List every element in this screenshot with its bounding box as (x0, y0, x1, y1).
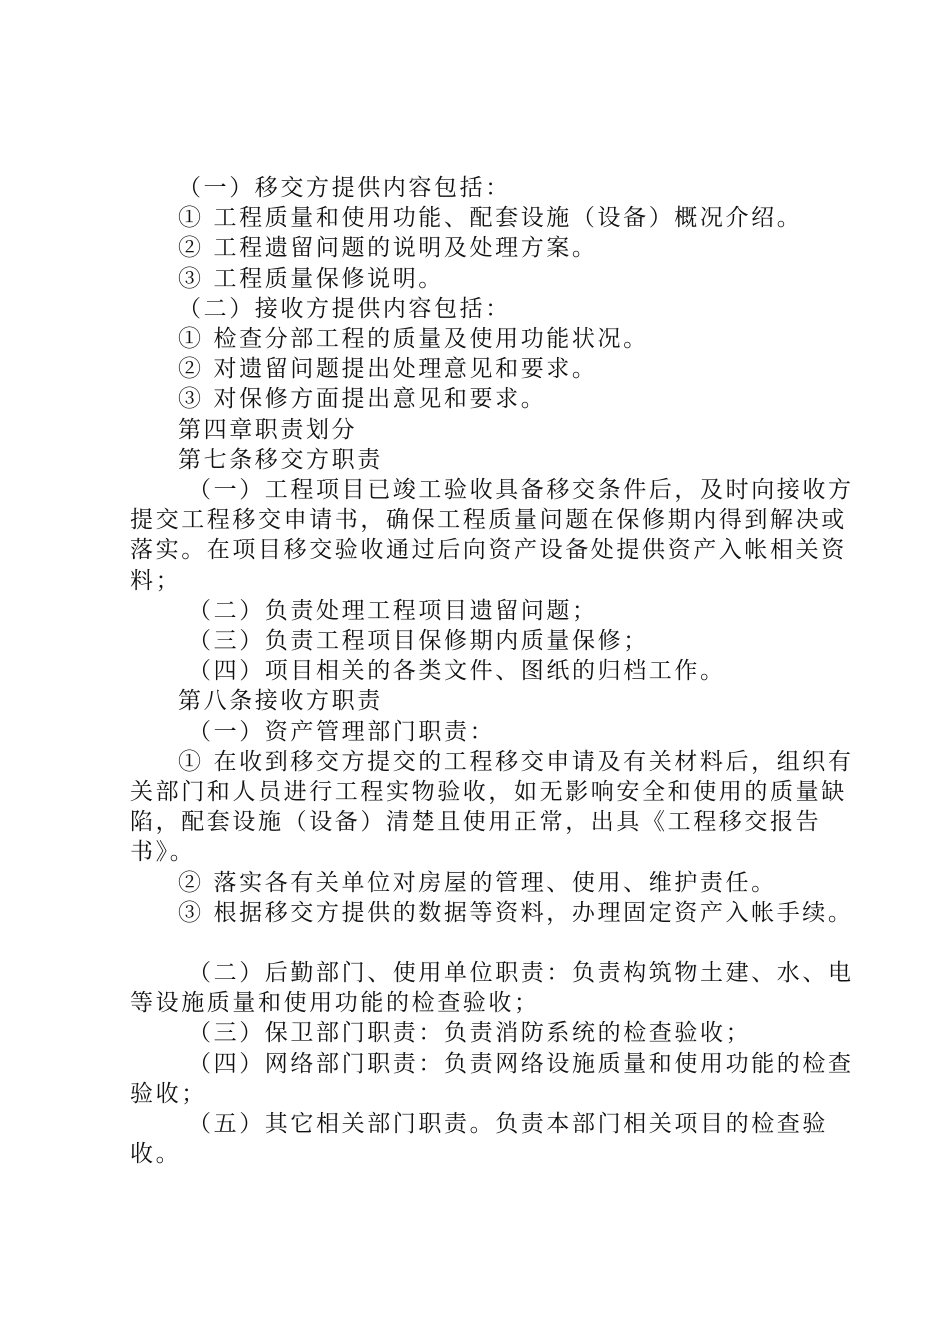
paragraph-receiver-item-3: ③ 对保修方面提出意见和要求。 (178, 386, 547, 413)
paragraph-transferor-item-3: ③ 工程质量保修说明。 (178, 265, 444, 292)
chapter-title: 第四章职责划分 (178, 416, 358, 443)
paragraph-network-dept: （四）网络部门职责：负责网络设施质量和使用功能的检查验收； (130, 1050, 854, 1107)
paragraph-logistics-dept: （二）后勤部门、使用单位职责：负责构筑物土建、水、电等设施质量和使用功能的检查验收； (130, 960, 854, 1017)
paragraph-receiver-item-1: ① 检查分部工程的质量及使用功能状况。 (178, 326, 649, 353)
blank-line (130, 928, 870, 958)
paragraph-asset-dept-item-1: ① 在收到移交方提交的工程移交申请及有关材料后，组织有关部门和人员进行工程实物验收，如无影响安全和使用的质量缺陷，配套设施（设备）清楚且使用正常，出具《工程移交报告书》。 (130, 748, 854, 866)
paragraph-article-seven-2: （二）负责处理工程项目遗留问题； (188, 597, 598, 624)
article-eight-title: 第八条接收方职责 (178, 688, 383, 715)
paragraph-article-seven-3: （三）负责工程项目保修期内质量保修； (188, 628, 649, 655)
paragraph-article-seven-1: （一）工程项目已竣工验收具备移交条件后，及时向接收方提交工程移交申请书，确保工程质量问题在保修期内得到解决或落实。在项目移交验收通过后向资产设备处提供资产入帐相关资料； (130, 477, 854, 594)
paragraph-asset-dept-heading: （一）资产管理部门职责： (188, 718, 496, 745)
article-seven-title: 第七条移交方职责 (178, 446, 383, 473)
paragraph-transferor-item-1: ① 工程质量和使用功能、配套设施（设备）概况介绍。 (178, 205, 803, 232)
paragraph-transferor-heading: （一）移交方提供内容包括： (178, 175, 511, 201)
paragraph-article-seven-4: （四）项目相关的各类文件、图纸的归档工作。 (188, 658, 726, 685)
paragraph-transferor-item-2: ② 工程遗留问题的说明及处理方案。 (178, 235, 598, 262)
paragraph-asset-dept-item-3: ③ 根据移交方提供的数据等资料，办理固定资产入帐手续。 (178, 899, 854, 926)
paragraph-receiver-item-2: ② 对遗留问题提出处理意见和要求。 (178, 356, 598, 383)
paragraph-asset-dept-item-2: ② 落实各有关单位对房屋的管理、使用、维护责任。 (178, 869, 777, 896)
paragraph-other-dept: （五）其它相关部门职责。负责本部门相关项目的检查验收。 (130, 1111, 828, 1168)
document-body (130, 173, 870, 1170)
paragraph-security-dept: （三）保卫部门职责：负责消防系统的检查验收； (188, 1020, 752, 1047)
paragraph-receiver-heading: （二）接收方提供内容包括： (178, 295, 511, 322)
